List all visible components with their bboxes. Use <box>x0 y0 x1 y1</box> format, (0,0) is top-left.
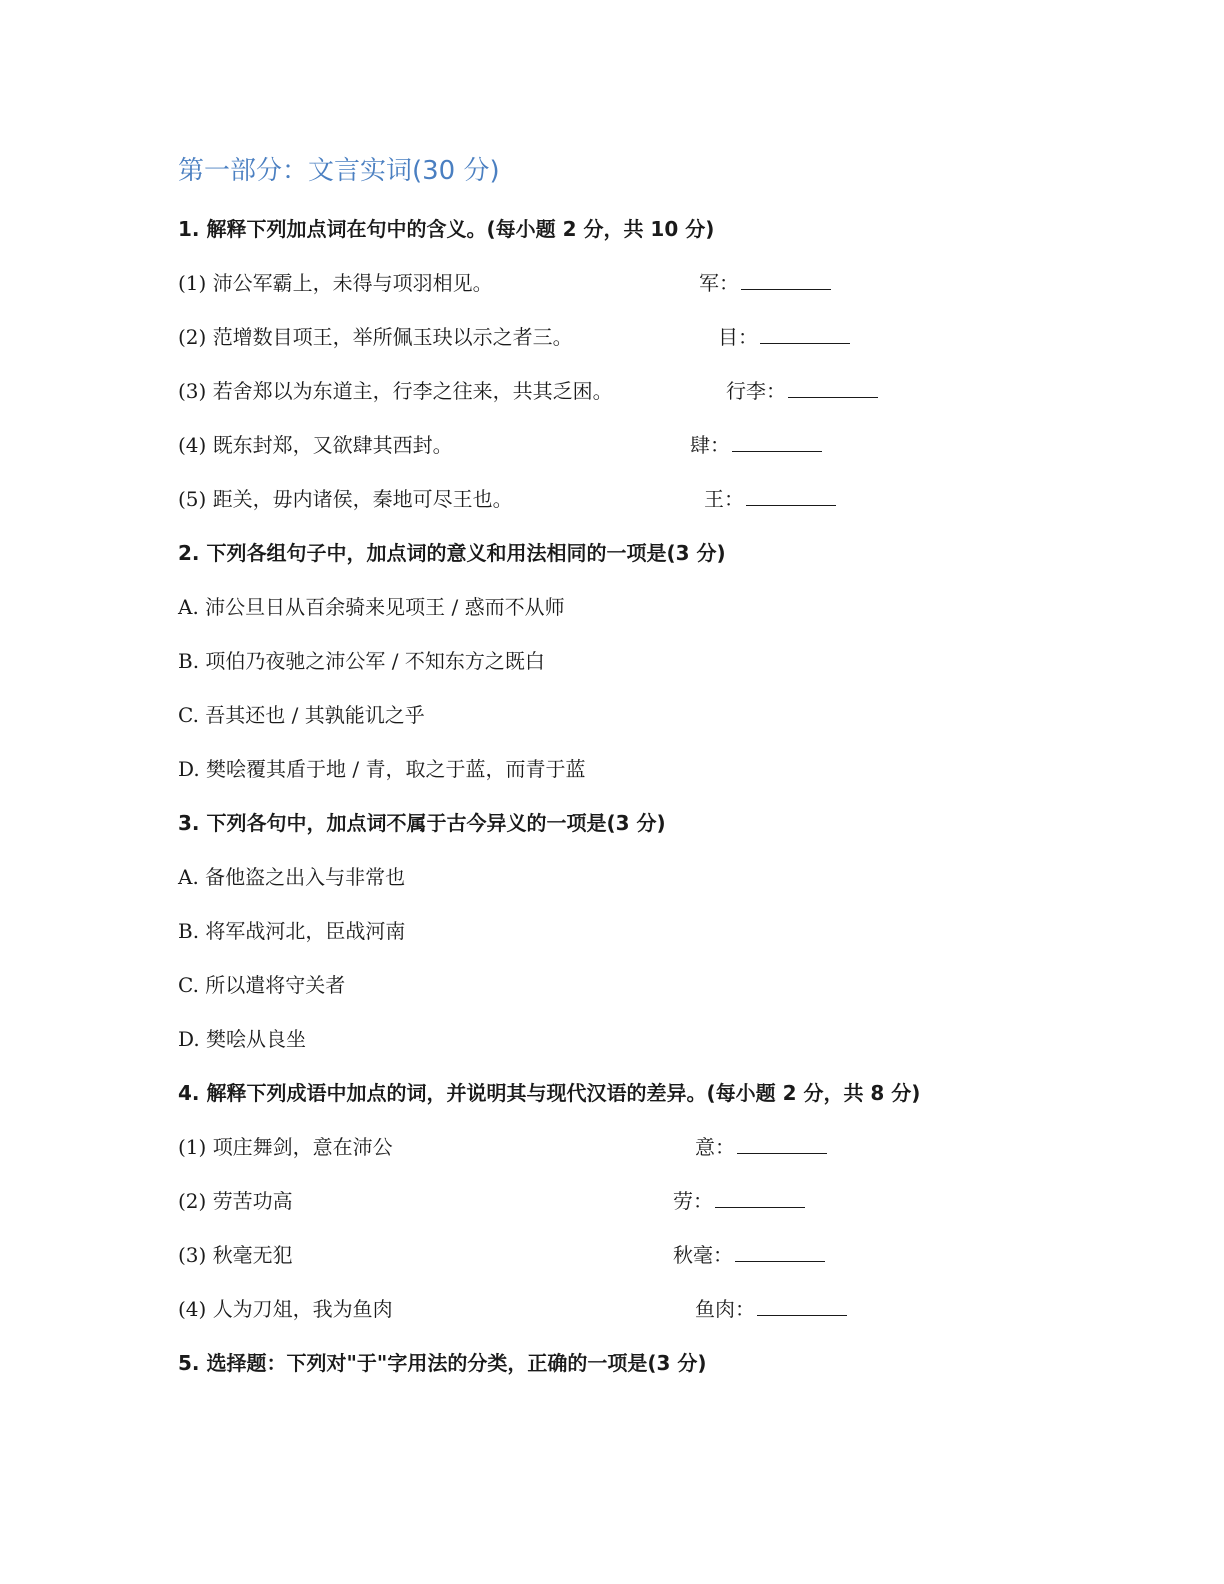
question-1-heading: 1. 解释下列加点词在句中的含义。(每小题 2 分，共 10 分) <box>178 217 715 241</box>
q4-item-2-word: 劳： <box>673 1189 713 1213</box>
q2-option-c[interactable]: C. 吾其还也 / 其孰能讥之乎 <box>178 703 425 727</box>
q2-option-d[interactable]: D. 樊哙覆其盾于地 / 青，取之于蓝，而青于蓝 <box>178 757 586 781</box>
q4-item-1-word: 意： <box>695 1135 735 1159</box>
q1-item-1-word: 军： <box>699 271 739 295</box>
q2-option-a[interactable]: A. 沛公旦日从百余骑来见项王 / 惑而不从师 <box>178 595 565 619</box>
answer-blank[interactable] <box>715 1189 805 1208</box>
question-4-heading: 4. 解释下列成语中加点的词，并说明其与现代汉语的差异。(每小题 2 分，共 8 分) <box>178 1081 921 1105</box>
q4-item-3-answer[interactable] <box>673 1241 825 1269</box>
answer-blank[interactable] <box>741 271 831 290</box>
answer-blank[interactable] <box>760 325 850 344</box>
q1-item-3-word: 行李： <box>726 379 786 403</box>
q1-item-3-answer[interactable] <box>726 377 878 405</box>
answer-blank[interactable] <box>735 1243 825 1262</box>
q1-item-3: (3) 若舍郑以为东道主，行李之往来，共其乏困。 <box>178 379 613 403</box>
q1-item-5-answer[interactable] <box>704 485 836 513</box>
q1-item-5: (5) 距关，毋内诸侯，秦地可尽王也。 <box>178 487 513 511</box>
q4-item-2: (2) 劳苦功高 <box>178 1189 293 1213</box>
q1-item-1-answer[interactable] <box>699 269 831 297</box>
q4-item-3: (3) 秋毫无犯 <box>178 1243 293 1267</box>
q4-item-1: (1) 项庄舞剑，意在沛公 <box>178 1135 393 1159</box>
question-2-heading: 2. 下列各组句子中，加点词的意义和用法相同的一项是(3 分) <box>178 541 726 565</box>
q1-item-1: (1) 沛公军霸上，未得与项羽相见。 <box>178 271 493 295</box>
q4-item-4-word: 鱼肉： <box>695 1297 755 1321</box>
answer-blank[interactable] <box>737 1135 827 1154</box>
q1-item-4-answer[interactable] <box>690 431 822 459</box>
q3-option-a[interactable]: A. 备他盗之出入与非常也 <box>178 865 406 889</box>
q4-item-4-answer[interactable] <box>695 1295 847 1323</box>
q1-item-4: (4) 既东封郑，又欲肆其西封。 <box>178 433 453 457</box>
question-3-heading: 3. 下列各句中，加点词不属于古今异义的一项是(3 分) <box>178 811 666 835</box>
section-title: 第一部分：文言实词(30 分) <box>178 156 500 186</box>
q4-item-4: (4) 人为刀俎，我为鱼肉 <box>178 1297 393 1321</box>
q3-option-b[interactable]: B. 将军战河北，臣战河南 <box>178 919 406 943</box>
q1-item-2: (2) 范增数目项王，举所佩玉玦以示之者三。 <box>178 325 573 349</box>
q3-option-c[interactable]: C. 所以遣将守关者 <box>178 973 346 997</box>
q1-item-5-word: 王： <box>704 487 744 511</box>
q1-item-2-word: 目： <box>718 325 758 349</box>
q1-item-4-word: 肆： <box>690 433 730 457</box>
answer-blank[interactable] <box>732 433 822 452</box>
answer-blank[interactable] <box>746 487 836 506</box>
q4-item-2-answer[interactable] <box>673 1187 805 1215</box>
q1-item-2-answer[interactable] <box>718 323 850 351</box>
q2-option-b[interactable]: B. 项伯乃夜驰之沛公军 / 不知东方之既白 <box>178 649 545 673</box>
q4-item-1-answer[interactable] <box>695 1133 827 1161</box>
question-5-heading: 5. 选择题：下列对"于"字用法的分类，正确的一项是(3 分) <box>178 1351 707 1375</box>
answer-blank[interactable] <box>757 1297 847 1316</box>
q3-option-d[interactable]: D. 樊哙从良坐 <box>178 1027 307 1051</box>
answer-blank[interactable] <box>788 379 878 398</box>
q4-item-3-word: 秋毫： <box>673 1243 733 1267</box>
